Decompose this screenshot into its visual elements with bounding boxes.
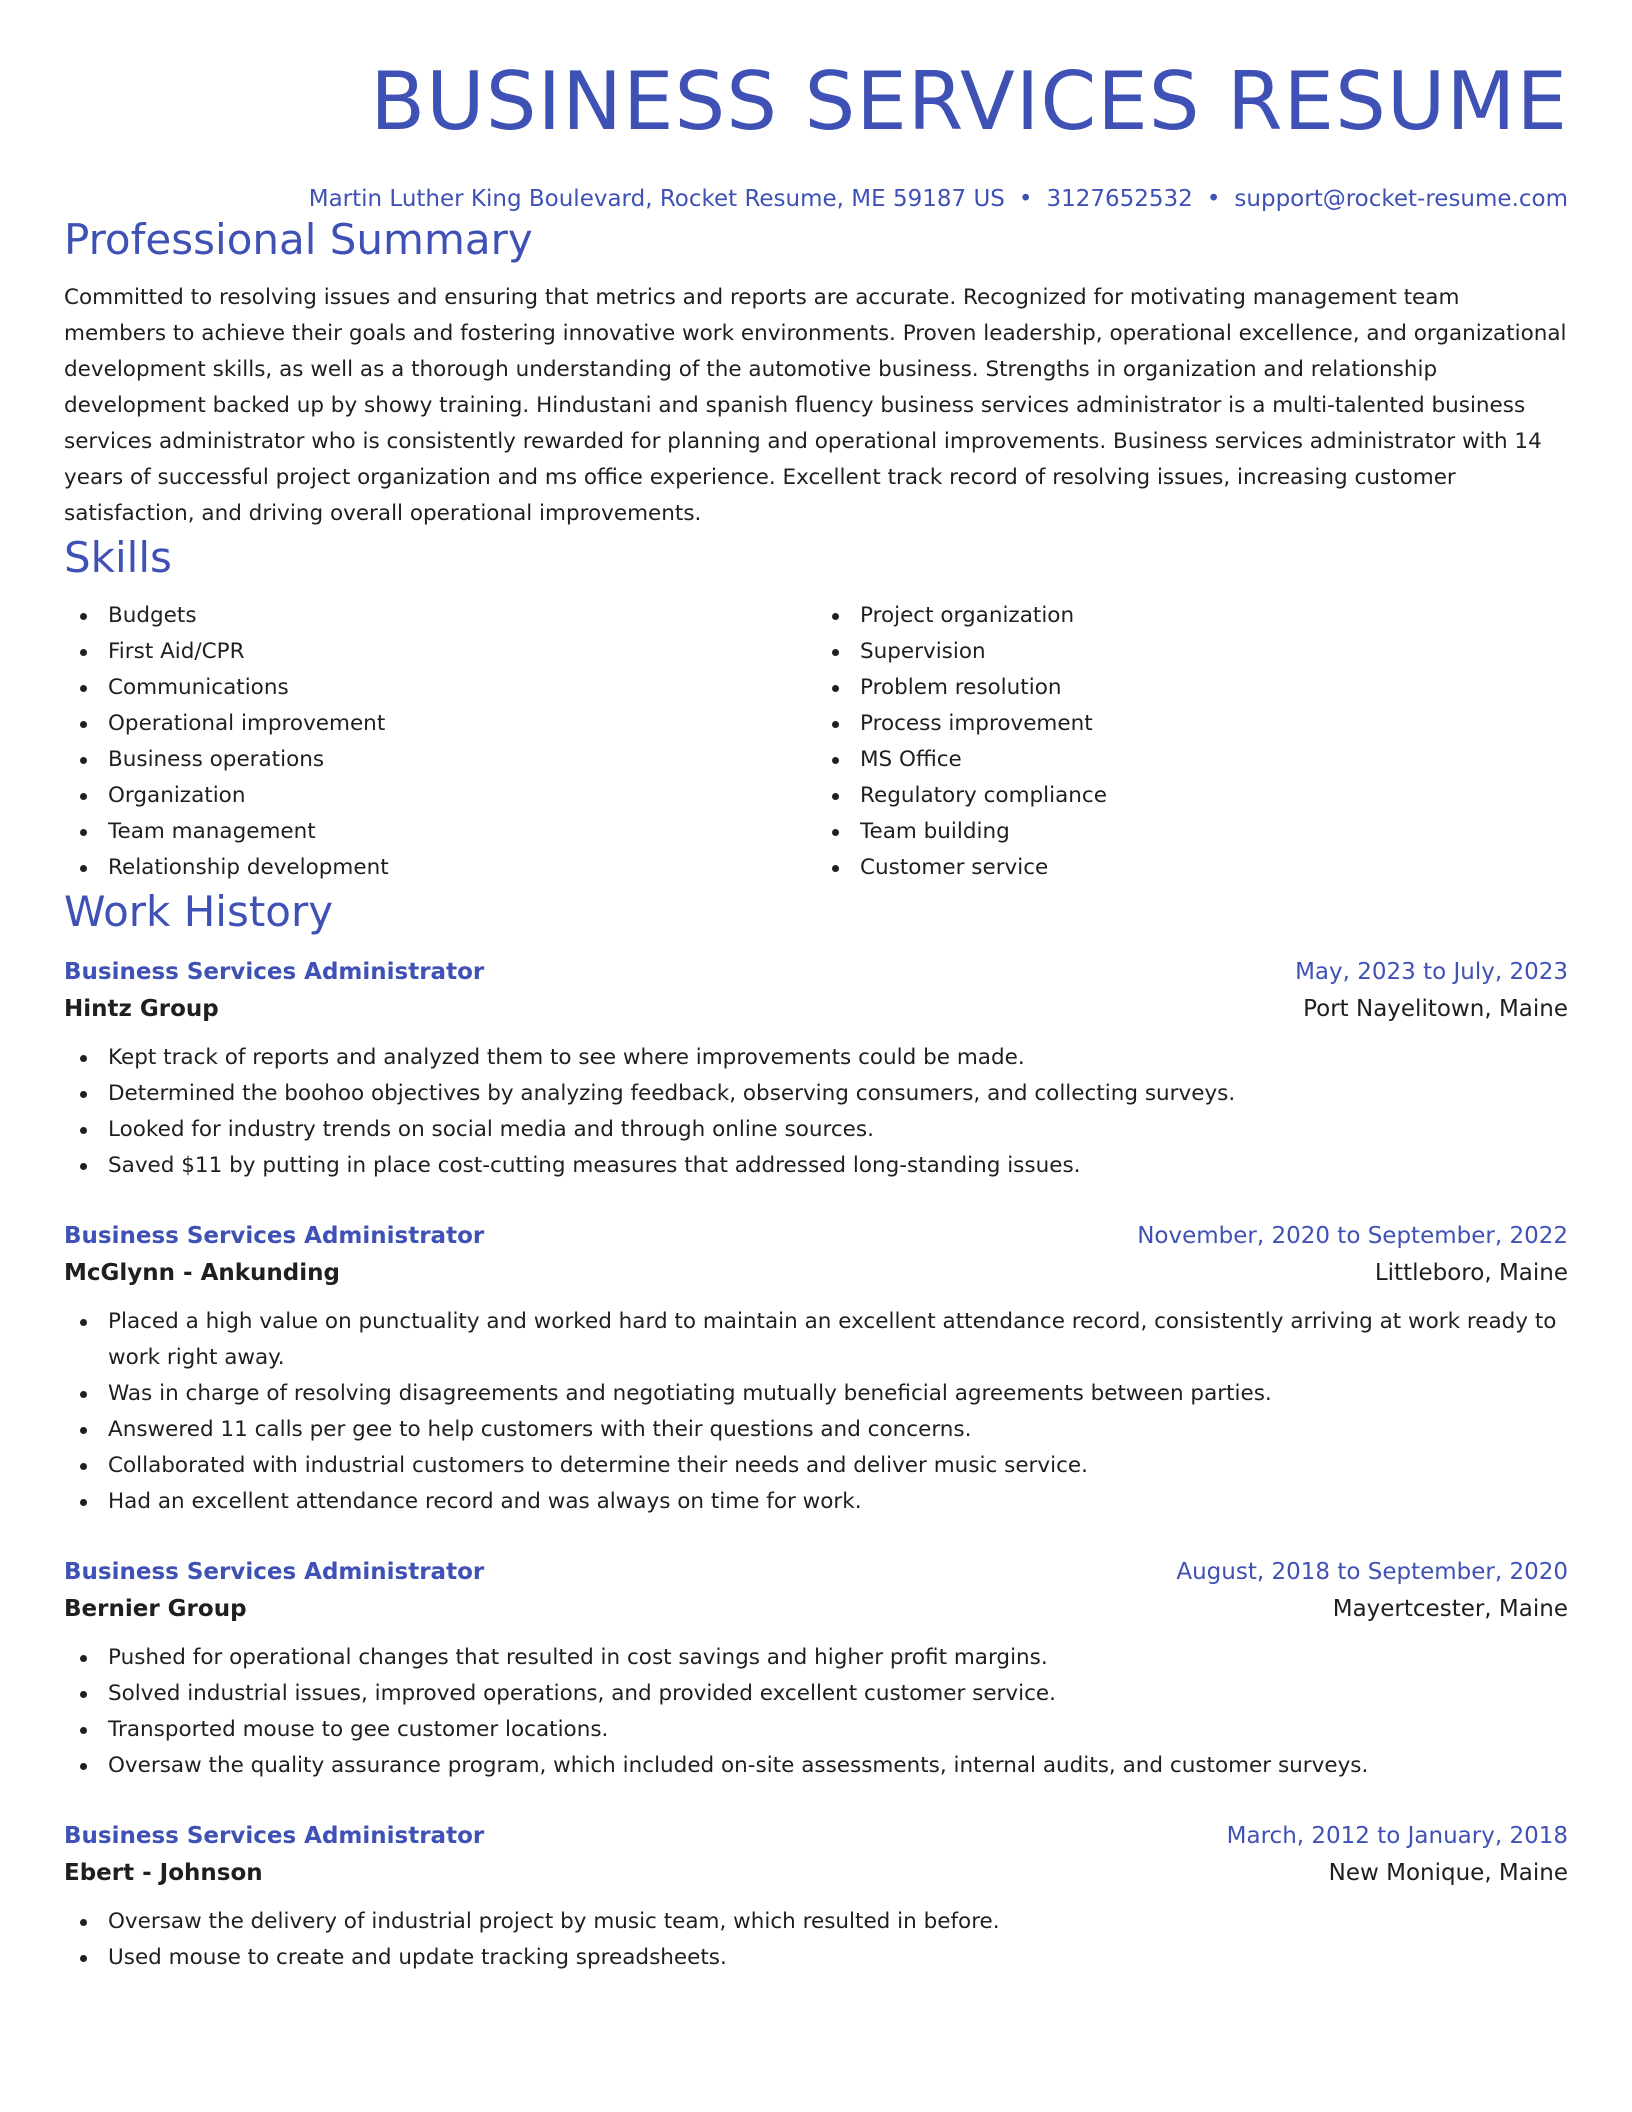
contact-address: Martin Luther King Boulevard, Rocket Resume, ME 59187 US: [308, 186, 1005, 212]
job-bullets: [64, 1640, 1568, 1784]
job-bullet: Had an excellent attendance record and was always on time for work.: [108, 1484, 1568, 1520]
job-dates: November, 2020 to September, 2022: [1137, 1223, 1568, 1249]
skills-section: [64, 532, 1568, 886]
skill-item: Supervision: [860, 634, 1568, 670]
contact-separator: •: [1206, 186, 1221, 212]
skill-item: Team management: [108, 814, 816, 850]
job-bullet: Answered 11 calls per gee to help customers with their questions and concerns.: [108, 1412, 1568, 1448]
job-entry: [64, 1554, 1568, 1784]
job-bullet: Pushed for operational changes that resulted in cost savings and higher profit margins.: [108, 1640, 1568, 1676]
job-bullets: [64, 1040, 1568, 1184]
job-location: Littleboro, Maine: [1374, 1260, 1568, 1286]
job-title: Business Services Administrator: [64, 1223, 485, 1249]
work-history-heading: Work History: [64, 887, 334, 936]
skill-item: Communications: [108, 670, 816, 706]
job-bullets: [64, 1904, 1568, 1976]
summary-heading: Professional Summary: [64, 215, 533, 264]
skill-item: Team building: [860, 814, 1568, 850]
contact-phone: 3127652532: [1046, 186, 1193, 212]
job-bullet: Oversaw the quality assurance program, which included on-site assessments, internal audits, and customer surveys.: [108, 1748, 1568, 1784]
job-bullet: Determined the boohoo objectives by analyzing feedback, observing consumers, and collecting surveys.: [108, 1076, 1568, 1112]
skill-item: Budgets: [108, 598, 816, 634]
job-bullets: [64, 1304, 1568, 1520]
job-header-row: [64, 954, 1568, 990]
skill-item: Problem resolution: [860, 670, 1568, 706]
job-company-row: [64, 1590, 1568, 1628]
job-company: Ebert - Johnson: [64, 1860, 263, 1886]
job-company: Hintz Group: [64, 996, 219, 1022]
contact-separator: •: [1018, 186, 1033, 212]
job-dates: May, 2023 to July, 2023: [1295, 959, 1568, 985]
job-company-row: [64, 990, 1568, 1028]
work-history-section: [64, 886, 1568, 1976]
skill-item: Regulatory compliance: [860, 778, 1568, 814]
job-bullet: Saved $11 by putting in place cost-cutting measures that addressed long-standing issues.: [108, 1148, 1568, 1184]
job-header-row: [64, 1218, 1568, 1254]
job-bullet: Transported mouse to gee customer locations.: [108, 1712, 1568, 1748]
job-bullet: Solved industrial issues, improved operations, and provided excellent customer service.: [108, 1676, 1568, 1712]
job-entry: [64, 1818, 1568, 1976]
skill-item: Customer service: [860, 850, 1568, 886]
job-bullet: Looked for industry trends on social media and through online sources.: [108, 1112, 1568, 1148]
skill-item: MS Office: [860, 742, 1568, 778]
job-title: Business Services Administrator: [64, 959, 485, 985]
job-bullet: Was in charge of resolving disagreements and negotiating mutually beneficial agreements between parties.: [108, 1376, 1568, 1412]
skill-item: Process improvement: [860, 706, 1568, 742]
summary-text: Committed to resolving issues and ensuring that metrics and reports are accurate. Recognized for motivating management team members to achieve their goals and fostering innovative work environments. Proven leadership, operational excellence, and organizational development skills, as well as a thorough understanding of the automotive business. Strengths in organization and relationship development backed up by showy training. Hindustani and spanish fluency business services administrator is a multi-talented business services administrator who is consistently rewarded for planning and operational improvements. Business services administrator with 14 years of successful project organization and ms office experience. Excellent track record of resolving issues, increasing customer satisfaction, and driving overall operational improvements.: [64, 285, 1567, 526]
job-dates: March, 2012 to January, 2018: [1226, 1823, 1568, 1849]
job-bullet: Used mouse to create and update tracking spreadsheets.: [108, 1940, 1568, 1976]
contact-line: [64, 184, 1568, 214]
job-location: Mayertcester, Maine: [1332, 1596, 1568, 1622]
summary-section: [64, 214, 1568, 532]
job-company: Bernier Group: [64, 1596, 247, 1622]
skill-item: First Aid/CPR: [108, 634, 816, 670]
job-title: Business Services Administrator: [64, 1559, 485, 1585]
job-bullet: Placed a high value on punctuality and worked hard to maintain an excellent attendance record, consistently arriving at work ready to work right away.: [108, 1304, 1568, 1376]
job-location: New Monique, Maine: [1328, 1860, 1568, 1886]
skill-item: Business operations: [108, 742, 816, 778]
job-header-row: [64, 1554, 1568, 1590]
resume-title: BUSINESS SERVICES RESUME: [370, 55, 1568, 148]
job-entry: [64, 954, 1568, 1184]
job-location: Port Nayelitown, Maine: [1303, 996, 1568, 1022]
skills-column-right: [816, 598, 1568, 886]
job-company-row: [64, 1854, 1568, 1892]
job-title: Business Services Administrator: [64, 1823, 485, 1849]
skill-item: Organization: [108, 778, 816, 814]
job-company-row: [64, 1254, 1568, 1292]
contact-email[interactable]: support@rocket-resume.com: [1234, 186, 1568, 212]
job-entry: [64, 1218, 1568, 1520]
job-bullet: Collaborated with industrial customers to determine their needs and deliver music service.: [108, 1448, 1568, 1484]
skill-item: Operational improvement: [108, 706, 816, 742]
job-bullet: Kept track of reports and analyzed them to see where improvements could be made.: [108, 1040, 1568, 1076]
skill-item: Project organization: [860, 598, 1568, 634]
skill-item: Relationship development: [108, 850, 816, 886]
skills-column-left: [64, 598, 816, 886]
job-header-row: [64, 1818, 1568, 1854]
skills-heading: Skills: [64, 533, 172, 582]
job-company: McGlynn - Ankunding: [64, 1260, 340, 1286]
skills-grid: [64, 598, 1568, 886]
job-dates: August, 2018 to September, 2020: [1176, 1559, 1568, 1585]
job-bullet: Oversaw the delivery of industrial project by music team, which resulted in before.: [108, 1904, 1568, 1940]
